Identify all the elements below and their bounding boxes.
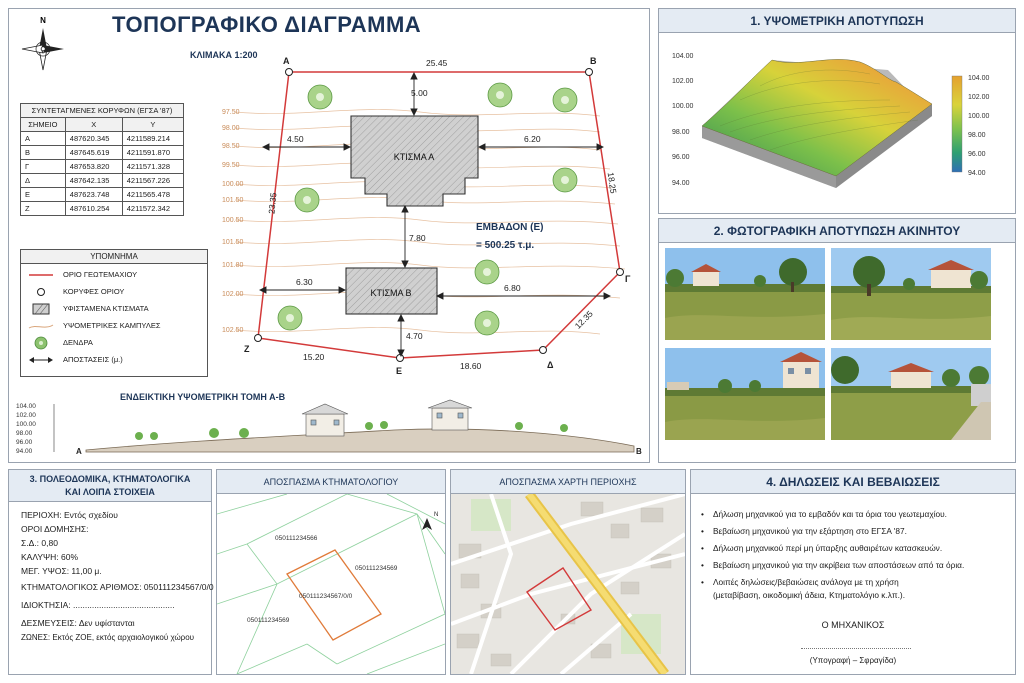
legend-label: ΚΟΡΥΦΕΣ ΟΡΙΟΥ [63,287,125,296]
coord-y: 4211572.342 [122,202,183,216]
tree-icon [278,306,302,330]
info-zones: ΖΩΝΕΣ: Εκτός ΖΟΕ, εκτός αρχαιολογικού χώρου [21,633,195,642]
engineer-label: Ο ΜΗΧΑΝΙΚΟΣ [821,620,885,630]
declaration-item: • Βεβαίωση μηχανικού για την εξάρτηση στο ΕΓΣΑ '87. [701,526,907,536]
elevation-3d-map [660,40,1012,210]
coord-point: Ζ [21,202,66,216]
tree-icon [475,260,499,284]
legend-label: ΥΦΙΣΤΑΜΕΝΑ ΚΤΙΣΜΑΤΑ [63,304,149,313]
signature-label: (Υπογραφή – Σφραγίδα) [809,656,897,665]
site-plan [200,52,640,382]
building-a-label: ΚΤΙΣΜΑ Α [393,152,435,162]
distance-label: 4.50 [287,134,304,144]
distance-label: 6.30 [296,277,313,287]
vertex-d [540,347,547,354]
tree-icon [27,336,55,350]
elevation-section [14,396,644,458]
cadastre-north-label: N [434,512,439,518]
tree-icon [308,85,332,109]
contour-label: 97.50 [222,109,240,116]
info-max-height: ΜΕΓ. ΥΨΟΣ: 11,00 μ. [21,566,102,576]
parcel-label: 050111234566 [275,535,318,542]
coord-y: 4211565.478 [122,188,183,202]
coord-x: 487623.748 [65,188,122,202]
declaration-item-continued [713,589,1013,601]
coord-x: 487642.135 [65,174,122,188]
legend-label: ΔΕΝΔΡΑ [63,338,93,347]
tree-icon [475,311,499,335]
z-tick: 102.00 [672,78,694,85]
contour-labels [222,109,244,334]
urban-panel-title-2: ΚΑΙ ΛΟΙΠΑ ΣΤΟΙΧΕΙΑ [65,487,155,497]
distance-label: 4.70 [406,331,423,341]
info-ownership: ΙΔΙΟΚΤΗΣΙΑ: ........................................... [21,600,175,610]
section-y-tick: 98.00 [16,430,33,437]
tree-icon [488,83,512,107]
table-row [21,132,184,146]
vertex-e [397,355,404,362]
urban-panel-title-1: 3. ΠΟΛΕΟΔΟΜΙΚΑ, ΚΤΗΜΑΤΟΛΟΓΙΚΑ [29,474,191,484]
info-area: ΠΕΡΙΟΧΗ: Εντός σχεδίου [21,510,118,520]
contour-label: 98.50 [222,143,240,150]
tree-icon [295,188,319,212]
coord-y: 4211591.870 [122,146,183,160]
vertex-label: Ε [396,366,403,376]
north-arrow-icon [18,14,68,76]
section-start-label: Α [76,447,82,456]
cadastre-panel [216,469,446,675]
area-map-panel-title: ΑΠΟΣΠΑΣΜΑ ΧΑΡΤΗ ΠΕΡΙΟΧΗΣ [451,470,685,494]
coord-y: 4211567.226 [122,174,183,188]
property-photo-3 [665,348,825,440]
declaration-item: • Δήλωση μηχανικού για το εμβαδόν και τα όρια του γεωτεμαχίου. [701,509,947,519]
area-value: = 500.25 τ.μ. [476,240,535,251]
coord-x: 487645.619 [65,146,122,160]
z-tick: 94.00 [672,180,690,187]
double-arrow-icon [27,353,55,367]
page-title: ΤΟΠΟΓΡΑΦΙΚΟ ΔΙΑΓΡΑΜΜΑ [112,12,422,37]
section-y-tick: 104.00 [16,403,36,410]
declaration-text: Βεβαίωση μηχανικού για την εξάρτηση στο ΕΓΣΑ '87. [713,526,907,536]
urban-planning-panel [8,469,212,675]
section-y-tick: 96.00 [16,439,33,446]
tree-icon [553,88,577,112]
contour-label: 101.50 [222,197,244,204]
coord-point: Γ [21,160,66,174]
info-cadastral-number: ΚΤΗΜΑΤΟΛΟΓΙΚΟΣ ΑΡΙΘΜΟΣ: 050111234567/0/0 [21,582,214,592]
coord-header-point: ΣΗΜΕΙΟ [21,118,66,132]
scale-label: ΚΛΙΜΑΚΑ 1:200 [190,50,258,60]
area-label: ΕΜΒΑΔΟΝ (Ε) [476,222,544,233]
contour-label: 100.50 [222,217,244,224]
side-length: 12.35 [572,308,595,331]
property-photo-4 [831,348,991,440]
table-row [21,160,184,174]
elevation-panel-title: 1. ΥΨΟΜΕΤΡΙΚΗ ΑΠΟΤΥΠΩΣΗ [659,9,1015,33]
coord-point: Α [21,132,66,146]
coord-x: 487653.820 [65,160,122,174]
distance-label: 6.80 [504,283,521,293]
table-row [21,188,184,202]
vertex-label: Ζ [244,344,250,354]
vertex-b [586,69,593,76]
urban-panel-header [9,470,211,502]
vertex-label: Δ [547,360,554,370]
vertex-z [255,335,262,342]
parcel-label: 050111234569 [355,565,398,572]
table-row [21,146,184,160]
info-restrictions: ΔΕΣΜΕΥΣΕΙΣ: Δεν υφίστανται [21,618,135,628]
coordinates-table-title: ΣΥΝΤΕΤΑΓΜΕΝΕΣ ΚΟΡΥΦΩΝ (ΕΓΣΑ '87) [21,104,184,118]
vertex-circle-icon [27,285,55,299]
vertex-label: Β [590,56,597,66]
table-row [21,202,184,216]
coord-y: 4211589.214 [122,132,183,146]
north-label: N [40,16,46,25]
contour-label: 102.50 [222,327,244,334]
coordinates-table [20,103,184,216]
contour-label: 98.00 [222,125,240,132]
coord-point: Δ [21,174,66,188]
table-row [21,174,184,188]
colorbar-tick: 102.00 [968,94,990,101]
info-building-terms: ΟΡΟΙ ΔΟΜΗΣΗΣ: [21,524,89,534]
section-y-tick: 102.00 [16,412,36,419]
legend-label: ΟΡΙΟ ΓΕΩΤΕΜΑΧΙΟΥ [63,270,138,279]
building-b-label: ΚΤΙΣΜΑ Β [370,288,412,298]
contour-line-icon [27,319,55,333]
section-y-tick: 94.00 [16,448,33,455]
legend-label: ΥΨΟΜΕΤΡΙΚΕΣ ΚΑΜΠΥΛΕΣ [63,321,161,330]
colorbar-tick: 94.00 [968,170,986,177]
building-hatch-icon [27,302,55,316]
contour-label: 102.00 [222,291,244,298]
z-tick: 100.00 [672,103,694,110]
colorbar-tick: 96.00 [968,151,986,158]
cadastre-map [217,494,445,674]
section-y-tick: 100.00 [16,421,36,428]
declaration-item: • Βεβαίωση μηχανικού για την ακρίβεια των αποστάσεων από τα όρια. [701,560,965,570]
declaration-text: (μεταβίβαση, οικοδομική άδεια, Κτηματολόγιο κ.λπ.). [713,590,906,600]
section-y-ticks [16,403,36,455]
legend-title: ΥΠΟΜΝΗΜΑ [21,250,207,264]
vertex-g [617,269,624,276]
coord-header-x: X [65,118,122,132]
declaration-text: Δήλωση μηχανικού περί μη ύπαρξης αυθαιρέτων κατασκευών. [713,543,943,553]
distance-label: 6.20 [524,134,541,144]
distance-label: 5.00 [411,88,428,98]
legend [20,249,208,377]
section-title: ΕΝΔΕΙΚΤΙΚΗ ΥΨΟΜΕΤΡΙΚΗ ΤΟΜΗ Α-Β [120,392,286,402]
z-tick: 98.00 [672,129,690,136]
coord-x: 487610.254 [65,202,122,216]
section-house-2 [428,400,472,430]
declaration-item: • Λοιπές δηλώσεις/βεβαιώσεις ανάλογα με τη χρήση [701,577,899,587]
colorbar [952,76,962,172]
tree-icon [553,168,577,192]
colorbar-tick: 100.00 [968,113,990,120]
z-tick: 104.00 [672,53,694,60]
elevation-z-ticks [672,53,694,187]
declarations-panel-title: 4. ΔΗΛΩΣΕΙΣ ΚΑΙ ΒΕΒΑΙΩΣΕΙΣ [691,470,1015,494]
side-length: 23.35 [266,192,279,215]
contour-label: 99.50 [222,162,240,169]
colorbar-tick: 104.00 [968,75,990,82]
photo-panel-title: 2. ΦΩΤΟΓΡΑΦΙΚΗ ΑΠΟΤΥΠΩΣΗ ΑΚΙΝΗΤΟΥ [659,219,1015,243]
coord-x: 487620.345 [65,132,122,146]
coord-y: 4211571.328 [122,160,183,174]
section-end-label: Β [636,447,642,456]
parcel-boundary [258,72,620,358]
parcel-label: 050111234569 [247,617,290,624]
side-length: 25.45 [426,58,448,68]
contour-label: 100.00 [222,181,244,188]
coord-point: Ε [21,188,66,202]
vertex-a [286,69,293,76]
declaration-item: • Δήλωση μηχανικού περί μη ύπαρξης αυθαιρέτων κατασκευών. [701,543,943,553]
declaration-text: Δήλωση μηχανικού για το εμβαδόν και τα όρια του γεωτεμαχίου. [713,509,947,519]
parcel-label: 050111234567/0/0 [299,593,353,600]
coord-header-y: Y [122,118,183,132]
property-photo-2 [831,248,991,340]
legend-label: ΑΠΟΣΤΑΣΕΙΣ (μ.) [63,355,123,364]
contour-label: 101.50 [222,239,244,246]
signature-line [801,648,911,649]
coord-point: Β [21,146,66,160]
distance-label: 7.80 [409,233,426,243]
declaration-text: Βεβαίωση μηχανικού για την ακρίβεια των αποστάσεων από τα όρια. [713,560,965,570]
z-tick: 96.00 [672,154,690,161]
vertex-label: Γ [625,274,631,284]
declarations-panel [690,469,1016,675]
contour-label: 101.80 [222,262,244,269]
side-length: 18.60 [460,361,482,371]
side-length: 18.25 [605,171,619,195]
colorbar-tick: 98.00 [968,132,986,139]
section-house-1 [302,404,348,436]
declaration-text: Λοιπές δηλώσεις/βεβαιώσεις ανάλογα με τη χρήση [713,577,899,587]
info-coverage: ΚΑΛΥΨΗ: 60% [21,552,79,562]
info-coefficient: Σ.Δ.: 0,80 [21,538,58,548]
area-map [451,494,685,674]
cadastre-panel-title: ΑΠΟΣΠΑΣΜΑ ΚΤΗΜΑΤΟΛΟΓΙΟΥ [217,470,445,494]
property-photo-1 [665,248,825,340]
vertex-label: Α [283,56,290,66]
area-map-panel [450,469,686,675]
colorbar-ticks [968,75,990,177]
boundary-line-icon [27,268,55,282]
side-length: 15.20 [303,352,325,362]
